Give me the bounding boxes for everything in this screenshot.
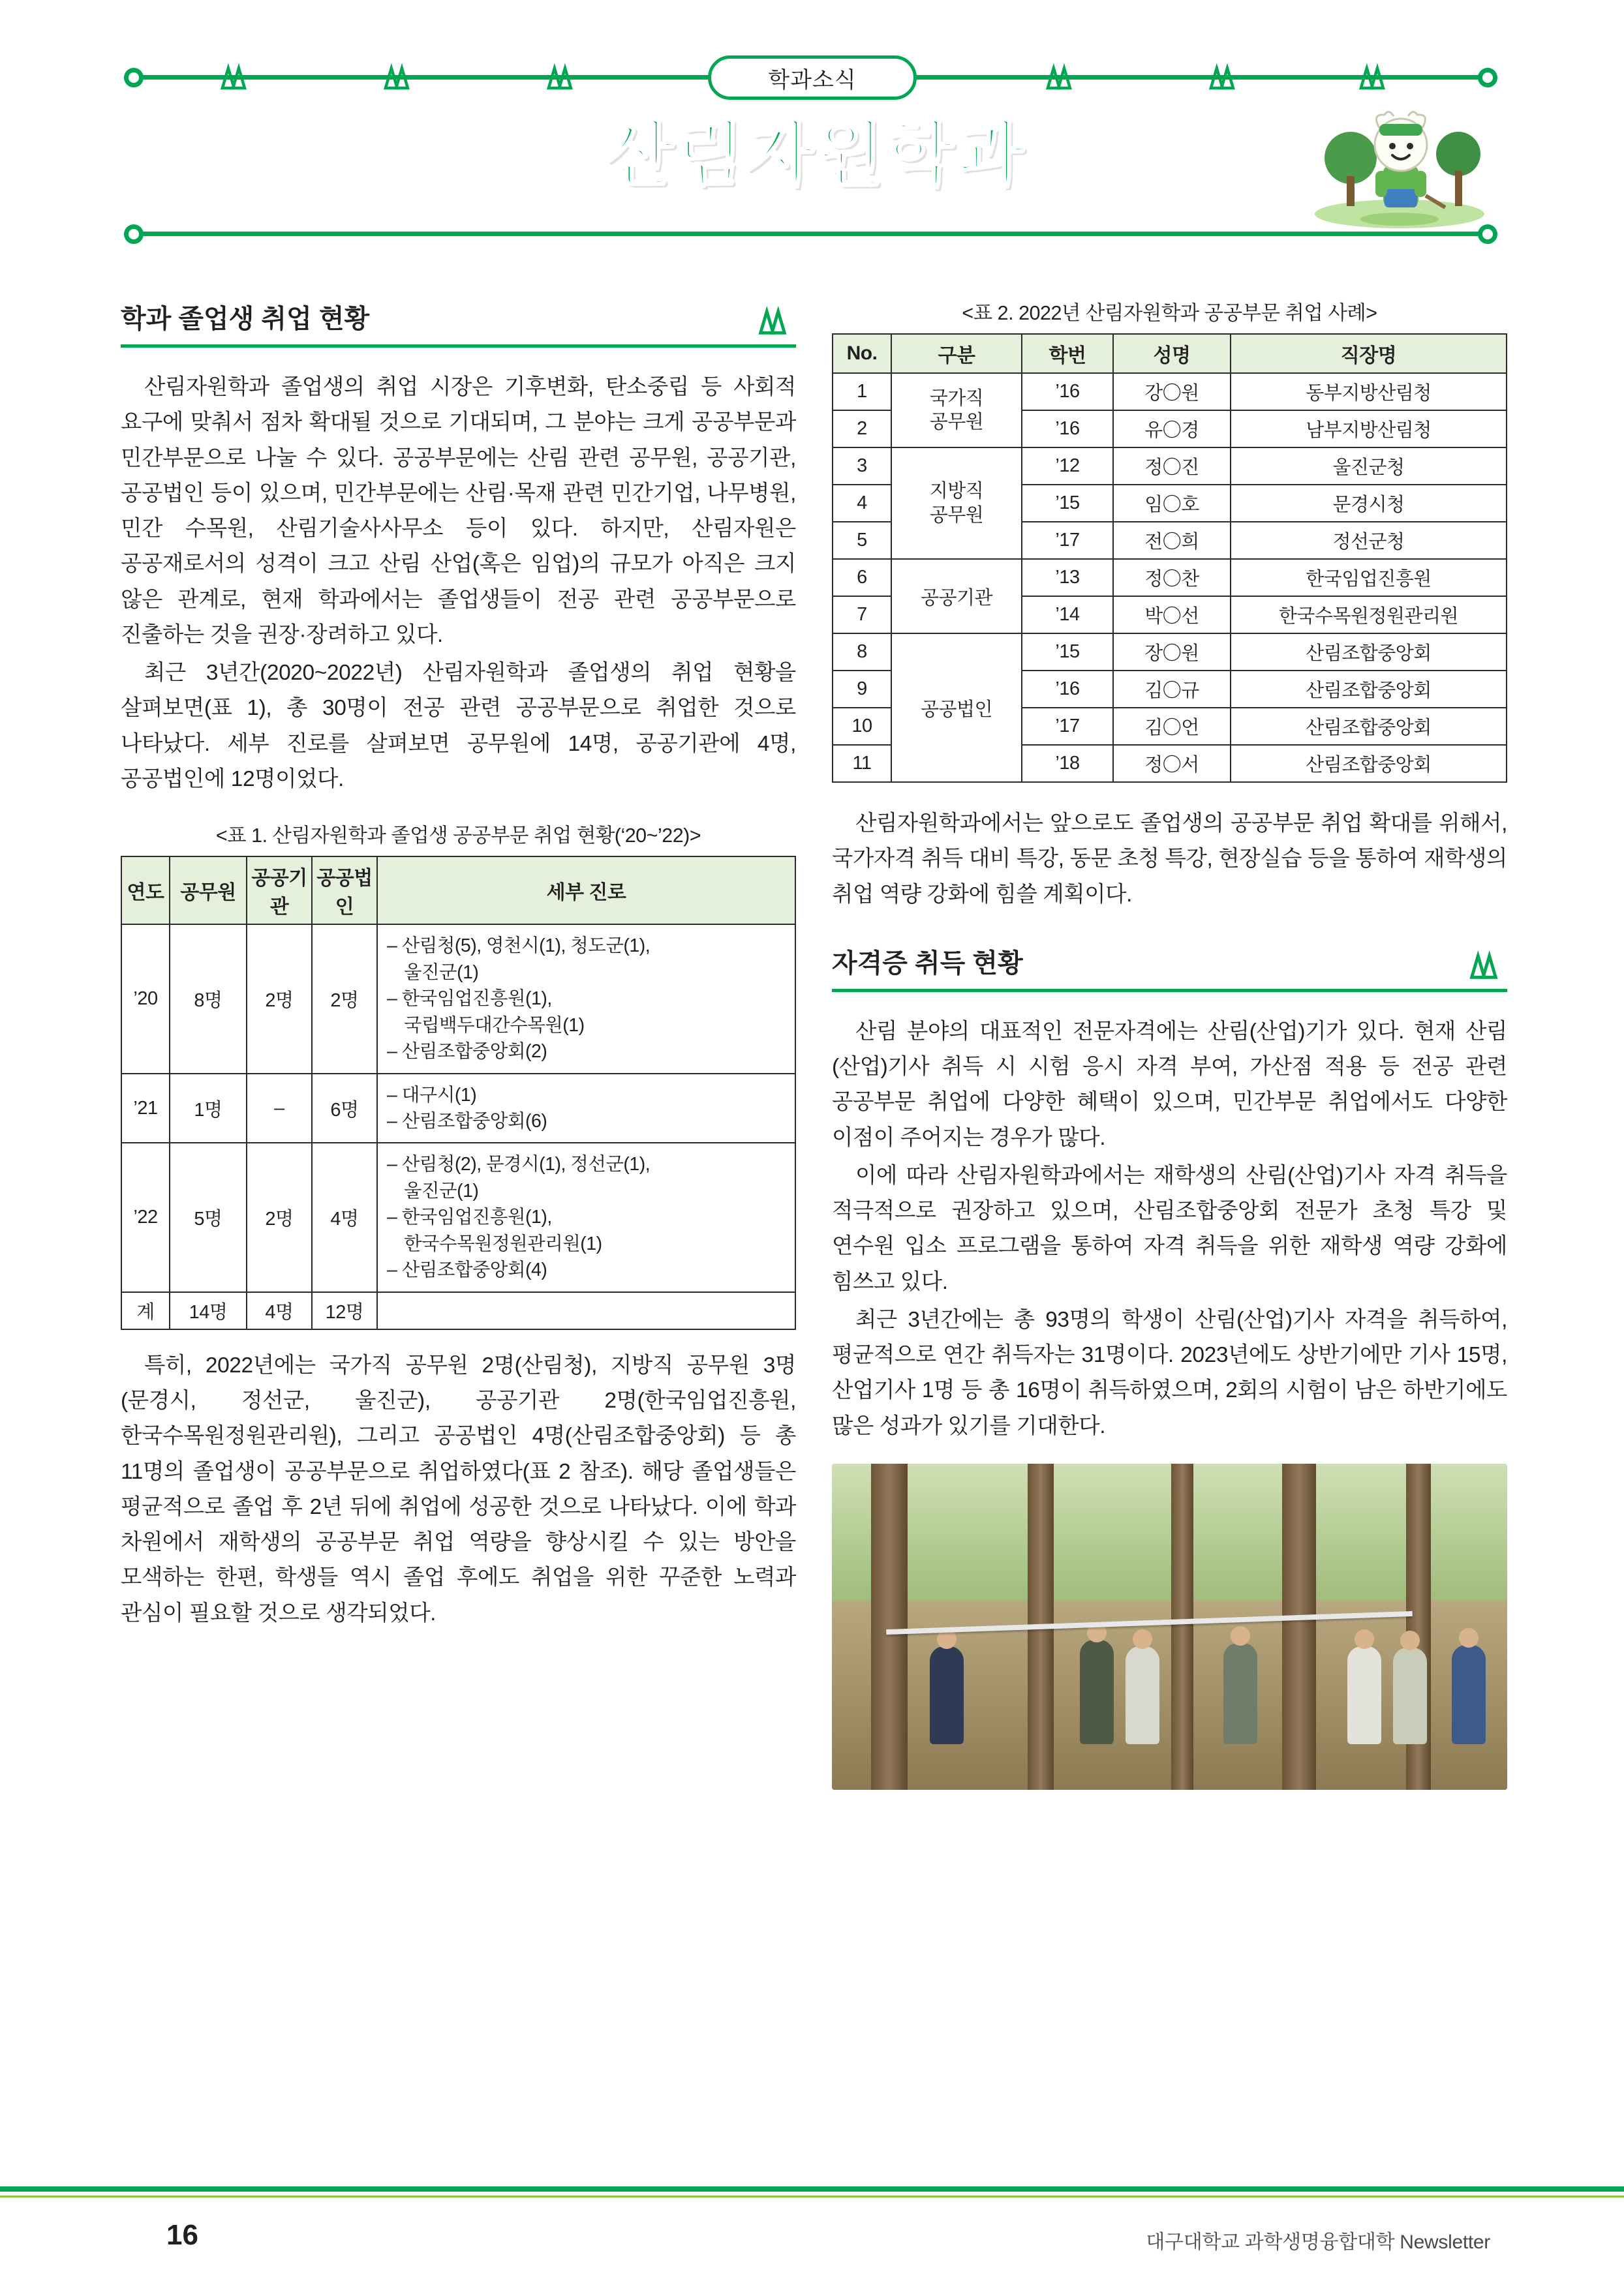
cell-beobin: 2명 <box>312 924 377 1073</box>
cell-no: 10 <box>833 708 891 745</box>
footer-rule <box>0 2186 1624 2192</box>
tree-icon <box>753 303 791 339</box>
paragraph: 이에 따라 산림자원학과에서는 재학생의 산림(산업)기사 자격 취득을 적극적으로 권장하고 있으며, 산림조합중앙회 전문가 초청 특강 및 연수원 입소 프로그램을 통하여 자격 취득을 위한 재학생 역량 강화에 힘쓰고 있다. <box>832 1163 1507 1294</box>
cell-year: ’22 <box>121 1143 170 1292</box>
cell-gubun: 국가직 공무원 <box>891 373 1022 447</box>
cell-no: 3 <box>833 447 891 485</box>
cell-name: 강〇원 <box>1113 373 1231 410</box>
tree-icon <box>215 60 251 94</box>
cell-no: 4 <box>833 485 891 522</box>
tree-icon <box>1041 60 1076 94</box>
paragraph: 산림 분야의 대표적인 전문자격에는 산림(산업)기가 있다. 현재 산림(산업)기사 취득 시 시험 응시 자격 부여, 가산점 적용 등 전공 관련 공공부문 취업에 다양한 혜택이 있으며, 민간부문 취업에서도 다양한 이점이 주어지는 경우가 많다. <box>832 1019 1507 1150</box>
cell-year: 계 <box>121 1292 170 1329</box>
th-name: 성명 <box>1113 334 1231 373</box>
cell-detail: – 산림청(5), 영천시(1), 청도군(1), 울진군(1) – 한국임업진흥원(1), 국립백두대간수목원(1) – 산림조합중앙회(2) <box>377 924 795 1073</box>
footer-note: 대구대학교 과학생명융합대학 Newsletter <box>1146 2231 1490 2253</box>
cell-hakbeon: ’15 <box>1022 633 1113 671</box>
cell-hakbeon: ’15 <box>1022 485 1113 522</box>
section-heading-certification <box>832 941 1507 992</box>
cell-workplace: 산림조합중앙회 <box>1231 633 1507 671</box>
table-row <box>121 1143 795 1292</box>
cell-gongmuwon: 8명 <box>170 924 247 1073</box>
paragraph: 최근 3년간에는 총 93명의 학생이 산림(산업)기사 자격을 취득하여, 평균적으로 연간 취득자는 31명이다. 2023년에도 상반기에만 기사 15명, 산업기사 1명 등 총 16명이 취득하였으며, 2회의 시험이 남은 하반기에도 많은 성과가 있기를 기대한다. <box>832 1307 1507 1438</box>
table-header-row <box>121 856 795 924</box>
cell-year: ’20 <box>121 924 170 1073</box>
table-row <box>121 1074 795 1143</box>
cell-workplace: 한국수목원정원관리원 <box>1231 596 1507 633</box>
employment-cases-table <box>832 333 1507 783</box>
table1-caption: <표 1. 산림자원학과 졸업생 공공부문 취업 현황(‘20~’22)> <box>215 824 701 847</box>
cell-hakbeon: ’17 <box>1022 708 1113 745</box>
cell-name: 박〇선 <box>1113 596 1231 633</box>
cell-gongmuwon: 14명 <box>170 1292 247 1329</box>
table2-caption: <표 2. 2022년 산림자원학과 공공부문 취업 사례> <box>962 302 1377 324</box>
section-title: 자격증 취득 현황 <box>832 948 1023 978</box>
cell-name: 장〇원 <box>1113 633 1231 671</box>
cell-workplace: 남부지방산림청 <box>1231 410 1507 447</box>
table-row <box>121 1292 795 1329</box>
cell-gigwan: – <box>247 1074 312 1143</box>
tree-icon <box>1464 947 1502 984</box>
tree-icon <box>1204 60 1239 94</box>
cell-gubun: 공공기관 <box>891 559 1022 633</box>
cell-workplace: 산림조합중앙회 <box>1231 671 1507 708</box>
tree-icon <box>378 60 414 94</box>
cell-gigwan: 4명 <box>247 1292 312 1329</box>
th-gubun: 구분 <box>891 334 1022 373</box>
cell-name: 정〇진 <box>1113 447 1231 485</box>
cell-beobin: 4명 <box>312 1143 377 1292</box>
employment-status-table <box>121 856 796 1330</box>
th-hakbeon: 학번 <box>1022 334 1113 373</box>
page-title: 산림자원학과 <box>605 115 1026 194</box>
cell-gigwan: 2명 <box>247 924 312 1073</box>
table-row <box>833 447 1507 485</box>
th-workplace: 직장명 <box>1231 334 1507 373</box>
cell-hakbeon: ’16 <box>1022 410 1113 447</box>
cell-name: 임〇호 <box>1113 485 1231 522</box>
cell-workplace: 산림조합중앙회 <box>1231 745 1507 782</box>
th-gigwan: 공공기관 <box>247 856 312 924</box>
cell-gubun: 지방직 공무원 <box>891 447 1022 559</box>
cell-hakbeon: ’13 <box>1022 559 1113 596</box>
header-dot-bottom-left <box>124 224 144 244</box>
cell-gongmuwon: 1명 <box>170 1074 247 1143</box>
section-heading-employment <box>121 297 796 348</box>
cell-hakbeon: ’16 <box>1022 373 1113 410</box>
cell-beobin: 12명 <box>312 1292 377 1329</box>
th-detail: 세부 진로 <box>377 856 795 924</box>
cell-gongmuwon: 5명 <box>170 1143 247 1292</box>
page-number: 16 <box>166 2219 198 2251</box>
cell-detail <box>377 1292 795 1329</box>
cell-workplace: 동부지방산림청 <box>1231 373 1507 410</box>
cell-name: 정〇서 <box>1113 745 1231 782</box>
cell-hakbeon: ’17 <box>1022 522 1113 559</box>
cell-year: ’21 <box>121 1074 170 1143</box>
cell-no: 9 <box>833 671 891 708</box>
cell-workplace: 한국임업진흥원 <box>1231 559 1507 596</box>
table-row <box>833 559 1507 596</box>
cell-no: 6 <box>833 559 891 596</box>
header-dot-top-left <box>124 68 144 87</box>
section-badge: 학과소식 <box>708 55 917 100</box>
table-row <box>833 633 1507 671</box>
cell-workplace: 산림조합중앙회 <box>1231 708 1507 745</box>
table-row <box>121 924 795 1073</box>
footer-rule-thin <box>0 2196 1624 2198</box>
cell-no: 8 <box>833 633 891 671</box>
cell-name: 유〇경 <box>1113 410 1231 447</box>
th-beobin: 공공법인 <box>312 856 377 924</box>
cell-workplace: 정선군청 <box>1231 522 1507 559</box>
th-no: No. <box>833 334 891 373</box>
cell-gigwan: 2명 <box>247 1143 312 1292</box>
cell-detail: – 대구시(1) – 산림조합중앙회(6) <box>377 1074 795 1143</box>
table-header-row <box>833 334 1507 373</box>
th-gongmuwon: 공무원 <box>170 856 247 924</box>
tree-icon <box>542 60 577 94</box>
left-column <box>121 297 796 1634</box>
cell-no: 2 <box>833 410 891 447</box>
section-title: 학과 졸업생 취업 현황 <box>121 305 370 333</box>
cell-name: 김〇언 <box>1113 708 1231 745</box>
th-year: 연도 <box>121 856 170 924</box>
paragraph: 산림자원학과에서는 앞으로도 졸업생의 공공부문 취업 확대를 위해서, 국가자격 취득 대비 특강, 동문 초청 특강, 현장실습 등을 통하여 재학생의 취업 역량 강화에 힘쓸 계획이다. <box>832 811 1507 907</box>
cell-no: 1 <box>833 373 891 410</box>
cell-beobin: 6명 <box>312 1074 377 1143</box>
cell-workplace: 문경시청 <box>1231 485 1507 522</box>
table-row <box>833 373 1507 410</box>
header-dot-top-right <box>1478 68 1497 87</box>
cell-name: 정〇찬 <box>1113 559 1231 596</box>
cell-hakbeon: ’14 <box>1022 596 1113 633</box>
right-column <box>832 297 1507 1790</box>
cell-detail: – 산림청(2), 문경시(1), 정선군(1), 울진군(1) – 한국임업진흥원(1), 한국수목원정원관리원(1) – 산림조합중앙회(4) <box>377 1143 795 1292</box>
cell-gubun: 공공법인 <box>891 633 1022 782</box>
page-header <box>0 0 1624 261</box>
cell-no: 7 <box>833 596 891 633</box>
cell-no: 11 <box>833 745 891 782</box>
cell-hakbeon: ’16 <box>1022 671 1113 708</box>
cell-no: 5 <box>833 522 891 559</box>
cell-workplace: 울진군청 <box>1231 447 1507 485</box>
paragraph: 최근 3년간(2020~2022년) 산림자원학과 졸업생의 취업 현황을 살펴보면(표 1), 총 30명이 전공 관련 공공부문으로 취업한 것으로 나타났다. 세부 진로를 살펴보면 공무원에 14명, 공공기관에 4명, 공공법인에 12명이었다. <box>121 661 796 791</box>
forest-field-practice-photo <box>832 1464 1507 1790</box>
tree-icon <box>1354 60 1389 94</box>
paragraph: 특히, 2022년에는 국가직 공무원 2명(산림청), 지방직 공무원 3명(문경시, 정선군, 울진군), 공공기관 2명(한국임업진흥원, 한국수목원정원관리원), 그리고 공공법인 4명(산림조합중앙회) 등 총 11명의 졸업생이 공공부문으로 취업하였다(표 2 참조). 해당 졸업생들은 평균적으로 졸업 후 2년 뒤에 취업에 성공한 것으로 나타났다. 이에 학과 차원에서 재학생의 공공부문 취업 역량을 향상시킬 수 있는 방안을 모색하는 한편, 학생들 역시 졸업 후에도 취업을 위한 꾸준한 노력과 관심이 필요할 것으로 생각되었다. <box>121 1353 796 1625</box>
mascot-illustration <box>1311 98 1488 228</box>
header-rule-bottom <box>130 232 1494 236</box>
paragraph: 산림자원학과 졸업생의 취업 시장은 기후변화, 탄소중립 등 사회적 요구에 맞춰서 점차 확대될 것으로 기대되며, 그 분야는 크게 공공부문과 민간부문으로 나눌 수 있다. 공공부문에는 산림 관련 공무원, 공공기관, 공공법인 등이 있으며, 민간부문에는 산림·목재 관련 민간기업, 나무병원, 민간 수목원, 산림기술사사무소 등이 있다. 하지만, 산림자원은 공공재로서의 성격이 크고 산림 산업(혹은 임업)의 규모가 아직은 크지 않은 관계로, 현재 학과에서는 졸업생들이 전공 관련 공공부문으로 진출하는 것을 권장·장려하고 있다. <box>121 375 796 647</box>
cell-name: 전〇희 <box>1113 522 1231 559</box>
cell-hakbeon: ’18 <box>1022 745 1113 782</box>
cell-hakbeon: ’12 <box>1022 447 1113 485</box>
cell-name: 김〇규 <box>1113 671 1231 708</box>
